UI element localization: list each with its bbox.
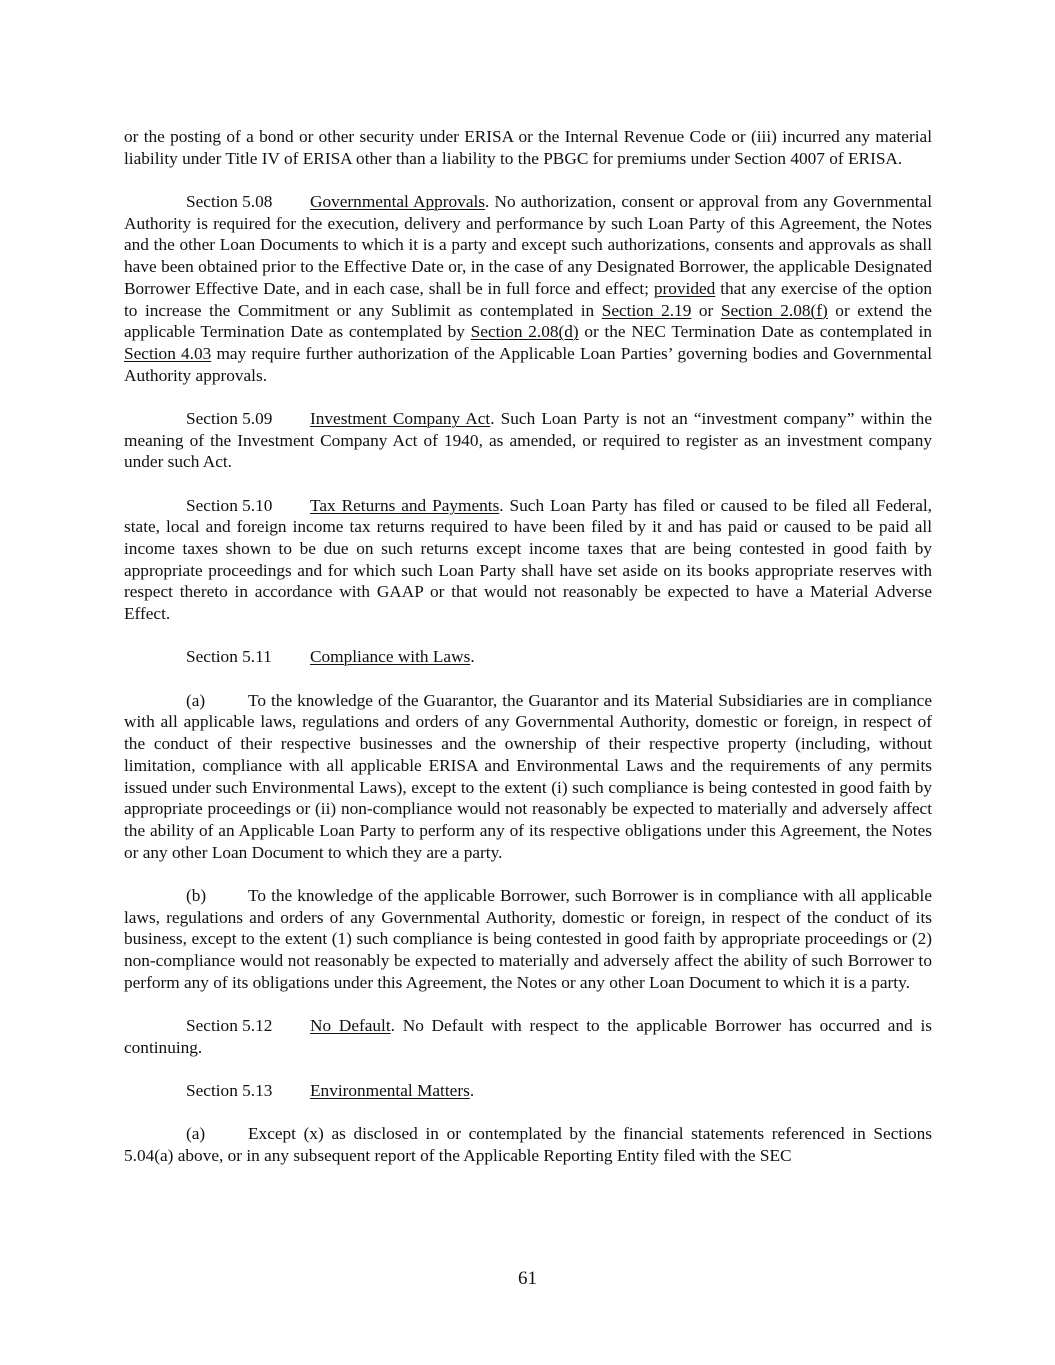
paragraph-text: Except (x) as disclosed in or contemplated by the financial statements referenced in Sections 5.04(a) above, or in any subsequent report of the Applicable Reporting Entity filed with the SEC [124, 1124, 932, 1166]
section-5-12 [124, 1015, 932, 1058]
paragraph-text: . No Default with respect to the applicable Borrower has occurred and is continuing. [124, 1016, 933, 1057]
provided-term: provided [653, 278, 716, 298]
subsection-label: (a) [186, 690, 206, 710]
section-title: Environmental Matters [310, 1081, 470, 1101]
section-title: Tax Returns and Payments [310, 495, 500, 515]
subsection-label: (a) [186, 1124, 206, 1144]
paragraph-text: . [470, 647, 475, 667]
section-number: Section 5.12 [186, 1016, 273, 1036]
continuation-paragraph [124, 126, 932, 169]
section-title: Investment Company Act [310, 408, 491, 428]
paragraph-text: To the knowledge of the applicable Borrower, such Borrower is in compliance with all applicable laws, regulations and orders of any Governmental Authority, domestic or foreign, in respect of the conduct of its business, except to the extent (1) such compliance is being contested in good faith by appropriate proceedings or (2) non-compliance would not reasonably be expected to materially and adversely affect the ability of such Borrower to perform any of its obligations under this Agreement, the Notes or any other Loan Document to which it is a party. [124, 885, 932, 992]
paragraph-text: or the posting of a bond or other security under ERISA or the Internal Revenue Code or (iii) incurred any material liability under Title IV of ERISA other than a liability to the PBGC for premiums under Section 4007 of ERISA. [124, 127, 932, 168]
document-page [124, 126, 932, 1188]
paragraph-text: or [691, 300, 721, 320]
paragraph-text: . No authorization, consent or approval from any Governmental Authority is required for the execution, delivery and performance by such Loan Party of this Agreement, the Notes and the other Loan Documents to which it is a party and except such authorizations, consents and approvals as shall have been obtained prior to the Effective Date or, in the case of any Designated Borrower, the applicable Designated Borrower Effective Date, and in each case, shall be in full force and effect; [124, 192, 932, 298]
section-5-10 [124, 495, 932, 625]
paragraph-text: may require further authorization of the Applicable Loan Parties’ governing bodies and Governmental Authority approvals. [124, 343, 932, 385]
section-number: Section 5.11 [186, 647, 272, 667]
paragraph-text: To the knowledge of the Guarantor, the Guarantor and its Material Subsidiaries are in compliance with all applicable laws, regulations and orders of any Governmental Authority, domestic or foreign, in respect of the conduct of their respective businesses and the ownership of their respective property (including, without limitation, compliance with all applicable ERISA and Environmental Laws and the requirements of any permits issued under such Environmental Laws), except to the extent (i) such compliance is being contested in good faith by appropriate proceedings or (ii) non-compliance would not reasonably be expected to materially and adversely affect the ability of an Applicable Loan Party to perform any of its respective obligations under this Agreement, the Notes or any other Loan Document to which they are a party. [124, 690, 932, 862]
section-5-13-a [124, 1123, 932, 1166]
subsection-label: (b) [186, 885, 207, 905]
section-5-11-a [124, 690, 932, 864]
section-5-08 [124, 191, 932, 386]
paragraph-text: or the NEC Termination Date as contemplated in [578, 322, 932, 342]
section-reference: Section 2.19 [601, 300, 692, 320]
section-5-11-b [124, 885, 932, 994]
section-title: Compliance with Laws [310, 647, 471, 667]
section-number: Section 5.10 [186, 495, 273, 515]
section-reference: Section 2.08(f) [720, 300, 828, 320]
paragraph-text: . [469, 1081, 475, 1101]
paragraph-text: . Such Loan Party has filed or caused to be filed all Federal, state, local and foreign income tax returns required to have been filed by it and has paid or caused to be paid all income taxes shown to be due on such returns except income taxes that are being contested in good faith by appropriate proceedings and for which such Loan Party shall have set aside on its books appropriate reserves with respect thereto in accordance with GAAP or that would not reasonably be expected to have a Material Adverse Effect. [124, 495, 932, 624]
section-title: No Default [310, 1016, 391, 1036]
section-5-11 [124, 646, 932, 668]
section-number: Section 5.13 [186, 1081, 273, 1101]
section-number: Section 5.08 [186, 192, 273, 211]
section-title: Governmental Approvals [310, 192, 486, 211]
page-number: 61 [518, 1268, 537, 1289]
section-5-13 [124, 1080, 932, 1102]
paragraph-text: that any exercise of the option to increase the Commitment or any Sublimit as contemplated in [124, 278, 933, 320]
paragraph-text: . Such Loan Party is not an “investment company” within the meaning of the Investment Company Act of 1940, as amended, or required to register as an investment company under such Act. [124, 408, 932, 472]
paragraph-text: or extend the applicable Termination Date as contemplated by [124, 300, 932, 342]
section-reference: Section 4.03 [124, 343, 212, 363]
section-reference: Section 2.08(d) [470, 322, 579, 342]
section-5-09 [124, 408, 932, 473]
section-number: Section 5.09 [186, 408, 273, 428]
